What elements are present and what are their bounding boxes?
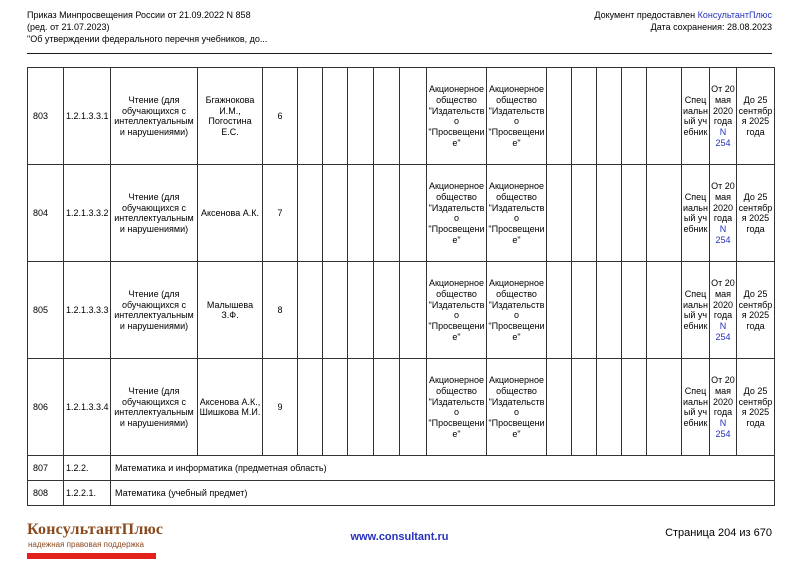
authors-cell: Малышева З.Ф. <box>198 262 263 359</box>
fpu-code-cell: 1.2.1.3.3.3 <box>64 262 111 359</box>
subject-cell: Чтение (для обучающихся с интеллектуальными нарушениями) <box>111 359 198 456</box>
provided-by-label: Документ предоставлен <box>594 10 696 20</box>
textbook-row <box>28 359 775 456</box>
fpu-code-cell: 1.2.1.3.3.1 <box>64 68 111 165</box>
order-number-link[interactable]: N 254 <box>715 127 731 149</box>
special-textbook-cell: Специальный учебник <box>682 165 710 262</box>
usage-deadline-cell: До 25 сентября 2025 года <box>737 68 775 165</box>
row-number-cell: 805 <box>28 262 64 359</box>
grade-cell: 8 <box>263 262 298 359</box>
page-footer <box>27 521 772 559</box>
empty-cell <box>400 165 427 262</box>
order-requisites-cell <box>710 165 737 262</box>
empty-cell <box>572 359 597 456</box>
empty-cell <box>348 68 374 165</box>
empty-cell <box>622 262 647 359</box>
empty-cell <box>348 262 374 359</box>
empty-cell <box>323 359 348 456</box>
fpu-code-cell: 1.2.2.1. <box>64 481 111 506</box>
header-divider <box>27 53 772 54</box>
site-link-wrap <box>257 527 542 545</box>
row-number-cell: 803 <box>28 68 64 165</box>
empty-cell <box>597 68 622 165</box>
row-number-cell: 808 <box>28 481 64 506</box>
row-number-cell: 804 <box>28 165 64 262</box>
empty-cell <box>572 68 597 165</box>
doc-title-block <box>27 9 267 45</box>
empty-cell <box>298 165 323 262</box>
authors-cell: Аксенова А.К. <box>198 165 263 262</box>
grade-cell: 9 <box>263 359 298 456</box>
publisher-cell: Акционерное общество "Издательство "Просвещение" <box>427 165 487 262</box>
empty-cell <box>323 165 348 262</box>
publisher-cell: Акционерное общество "Издательство "Просвещение" <box>427 262 487 359</box>
empty-cell <box>647 359 682 456</box>
empty-cell <box>298 68 323 165</box>
publisher-cell-2: Акционерное общество "Издательство "Просвещение" <box>487 68 547 165</box>
fpu-code-cell: 1.2.1.3.3.4 <box>64 359 111 456</box>
order-number-link[interactable]: N 254 <box>715 224 731 246</box>
consultantplus-logo <box>27 521 257 559</box>
empty-cell <box>572 262 597 359</box>
order-requisites-cell <box>710 68 737 165</box>
publisher-cell-2: Акционерное общество "Издательство "Просвещение" <box>487 262 547 359</box>
textbook-row <box>28 262 775 359</box>
fpu-code-cell: 1.2.1.3.3.2 <box>64 165 111 262</box>
doc-title-line2: (ред. от 21.07.2023) <box>27 22 110 33</box>
empty-cell <box>348 359 374 456</box>
empty-cell <box>374 165 400 262</box>
subject-cell: Чтение (для обучающихся с интеллектуальными нарушениями) <box>111 165 198 262</box>
order-date-text: От 20 мая 2020 года <box>711 278 735 321</box>
empty-cell <box>622 68 647 165</box>
empty-cell <box>547 68 572 165</box>
doc-provenance-block <box>594 9 772 33</box>
order-date-text: От 20 мая 2020 года <box>711 375 735 418</box>
order-date-text: От 20 мая 2020 года <box>711 84 735 127</box>
empty-cell <box>298 262 323 359</box>
empty-cell <box>597 359 622 456</box>
empty-cell <box>374 359 400 456</box>
textbook-row <box>28 165 775 262</box>
order-number-link[interactable]: N 254 <box>715 418 731 440</box>
red-underline-bar <box>27 553 156 559</box>
usage-deadline-cell: До 25 сентября 2025 года <box>737 359 775 456</box>
textbook-row <box>28 68 775 165</box>
empty-cell <box>323 262 348 359</box>
empty-cell <box>597 262 622 359</box>
empty-cell <box>597 165 622 262</box>
empty-cell <box>400 262 427 359</box>
logo-subtitle: надежная правовая поддержка <box>28 540 144 549</box>
subject-cell: Чтение (для обучающихся с интеллектуальными нарушениями) <box>111 68 198 165</box>
usage-deadline-cell: До 25 сентября 2025 года <box>737 165 775 262</box>
row-number-cell: 807 <box>28 456 64 481</box>
grade-cell: 6 <box>263 68 298 165</box>
doc-title-line1: Приказ Минпросвещения России от 21.09.2022 N 858 <box>27 10 251 20</box>
empty-cell <box>622 165 647 262</box>
section-title-cell: Математика и информатика (предметная область) <box>111 456 775 481</box>
authors-cell: Аксенова А.К., Шишкова М.И. <box>198 359 263 456</box>
empty-cell <box>547 359 572 456</box>
empty-cell <box>647 165 682 262</box>
section-row <box>28 456 775 481</box>
doc-title-line3: "Об утверждении федерального перечня учебников, до... <box>27 34 268 45</box>
consultantplus-link[interactable]: КонсультантПлюс <box>697 10 772 20</box>
order-requisites-cell <box>710 262 737 359</box>
textbooks-table <box>27 67 775 506</box>
special-textbook-cell: Специальный учебник <box>682 359 710 456</box>
empty-cell <box>647 68 682 165</box>
usage-deadline-cell: До 25 сентября 2025 года <box>737 262 775 359</box>
empty-cell <box>374 262 400 359</box>
empty-cell <box>298 359 323 456</box>
publisher-cell-2: Акционерное общество "Издательство "Просвещение" <box>487 359 547 456</box>
empty-cell <box>400 68 427 165</box>
empty-cell <box>374 68 400 165</box>
special-textbook-cell: Специальный учебник <box>682 68 710 165</box>
row-number-cell: 806 <box>28 359 64 456</box>
doc-header <box>27 9 772 45</box>
order-date-text: От 20 мая 2020 года <box>711 181 735 224</box>
order-number-link[interactable]: N 254 <box>715 321 731 343</box>
empty-cell <box>547 165 572 262</box>
section-row <box>28 481 775 506</box>
authors-cell: Бгажнокова И.М., Погостина Е.С. <box>198 68 263 165</box>
publisher-cell-2: Акционерное общество "Издательство "Просвещение" <box>487 165 547 262</box>
empty-cell <box>622 359 647 456</box>
order-requisites-cell <box>710 359 737 456</box>
empty-cell <box>572 165 597 262</box>
subject-cell: Чтение (для обучающихся с интеллектуальными нарушениями) <box>111 262 198 359</box>
page-indicator: Страница 204 из 670 <box>665 527 772 539</box>
save-date-label: Дата сохранения: 28.08.2023 <box>650 22 772 33</box>
logo-title: КонсультантПлюс <box>27 521 164 538</box>
publisher-cell: Акционерное общество "Издательство "Просвещение" <box>427 359 487 456</box>
consultant-site-link[interactable]: www.consultant.ru <box>350 531 449 543</box>
empty-cell <box>348 165 374 262</box>
empty-cell <box>547 262 572 359</box>
fpu-code-cell: 1.2.2. <box>64 456 111 481</box>
section-title-cell: Математика (учебный предмет) <box>111 481 775 506</box>
special-textbook-cell: Специальный учебник <box>682 262 710 359</box>
grade-cell: 7 <box>263 165 298 262</box>
empty-cell <box>647 262 682 359</box>
empty-cell <box>323 68 348 165</box>
publisher-cell: Акционерное общество "Издательство "Просвещение" <box>427 68 487 165</box>
empty-cell <box>400 359 427 456</box>
